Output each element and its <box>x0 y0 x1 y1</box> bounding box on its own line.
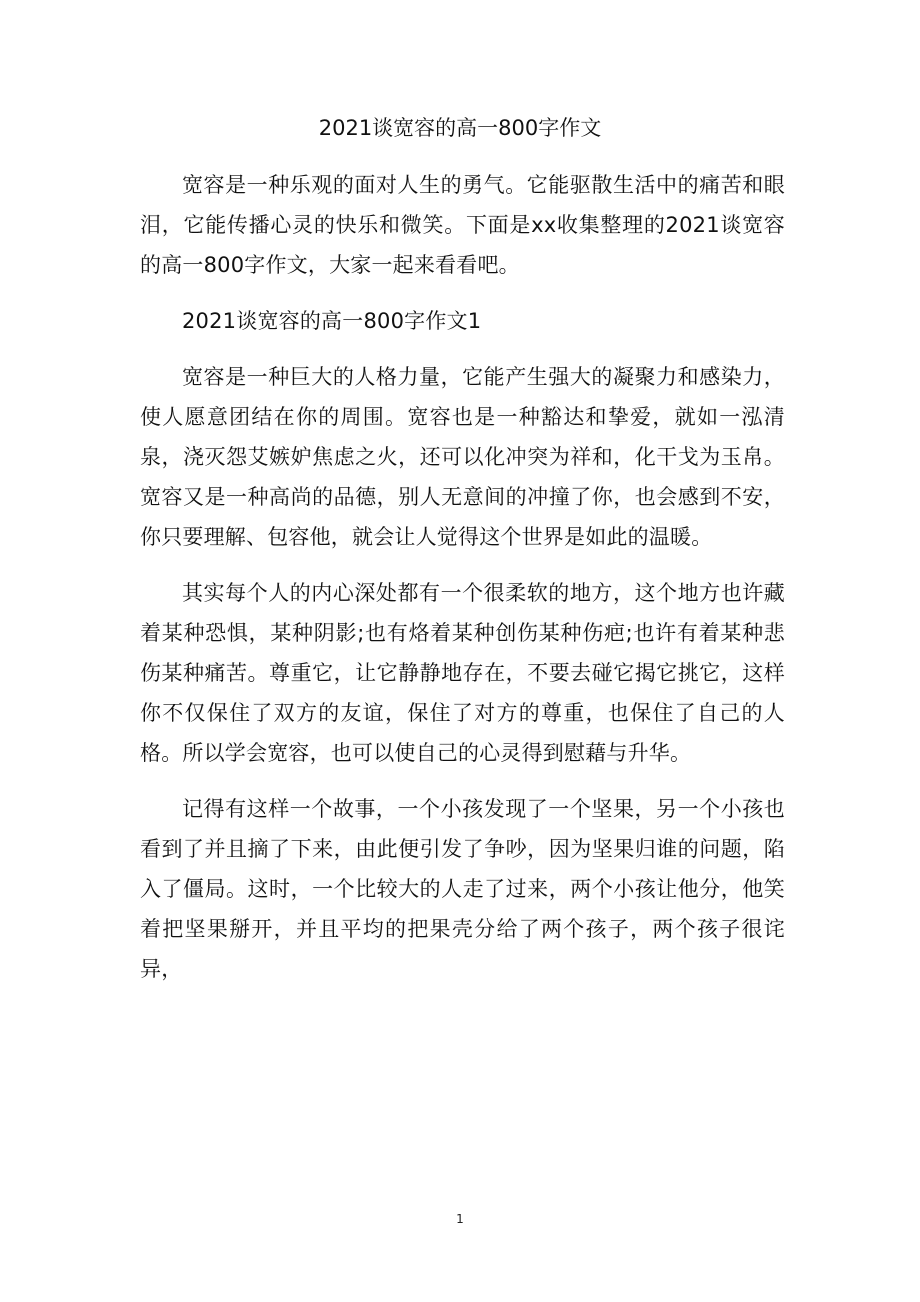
section-heading: 2021谈宽容的高一800字作文1 <box>182 309 482 333</box>
paragraph-intro: 宽容是一种乐观的面对人生的勇气。它能驱散生活中的痛苦和眼泪，它能传播心灵的快乐和微笑。下面是xx收集整理的2021谈宽容的高一800字作文，大家一起来看看吧。 <box>140 173 785 277</box>
paragraph-1: 宽容是一种巨大的人格力量，它能产生强大的凝聚力和感染力，使人愿意团结在你的周围。宽容也是一种豁达和挚爱，就如一泓清泉，浇灭怨艾嫉妒焦虑之火，还可以化冲突为祥和，化干戈为玉帛。宽容又是一种高尚的品德，别人无意间的冲撞了你，也会感到不安，你只要理解、包容他，就会让人觉得这个世界是如此的温暖。 <box>140 365 785 549</box>
paragraph-3: 记得有这样一个故事，一个小孩发现了一个坚果，另一个小孩也看到了并且摘了下来，由此便引发了争吵，因为坚果归谁的问题，陷入了僵局。这时，一个比较大的人走了过来，两个小孩让他分，他笑着把坚果掰开，并且平均的把果壳分给了两个孩子，两个孩子很诧异， <box>140 797 785 981</box>
paragraph-2: 其实每个人的内心深处都有一个很柔软的地方，这个地方也许藏着某种恐惧，某种阴影;也有烙着某种创伤某种伤疤;也许有着某种悲伤某种痛苦。尊重它，让它静静地存在，不要去碰它揭它挑它，这样你不仅保住了双方的友谊，保住了对方的尊重，也保住了自己的人格。所以学会宽容，也可以使自己的心灵得到慰藉与升华。 <box>140 581 785 765</box>
document-title: 2021谈宽容的高一800字作文 <box>318 116 602 140</box>
page-number: 1 <box>456 1212 464 1226</box>
document-body <box>140 165 785 1005</box>
